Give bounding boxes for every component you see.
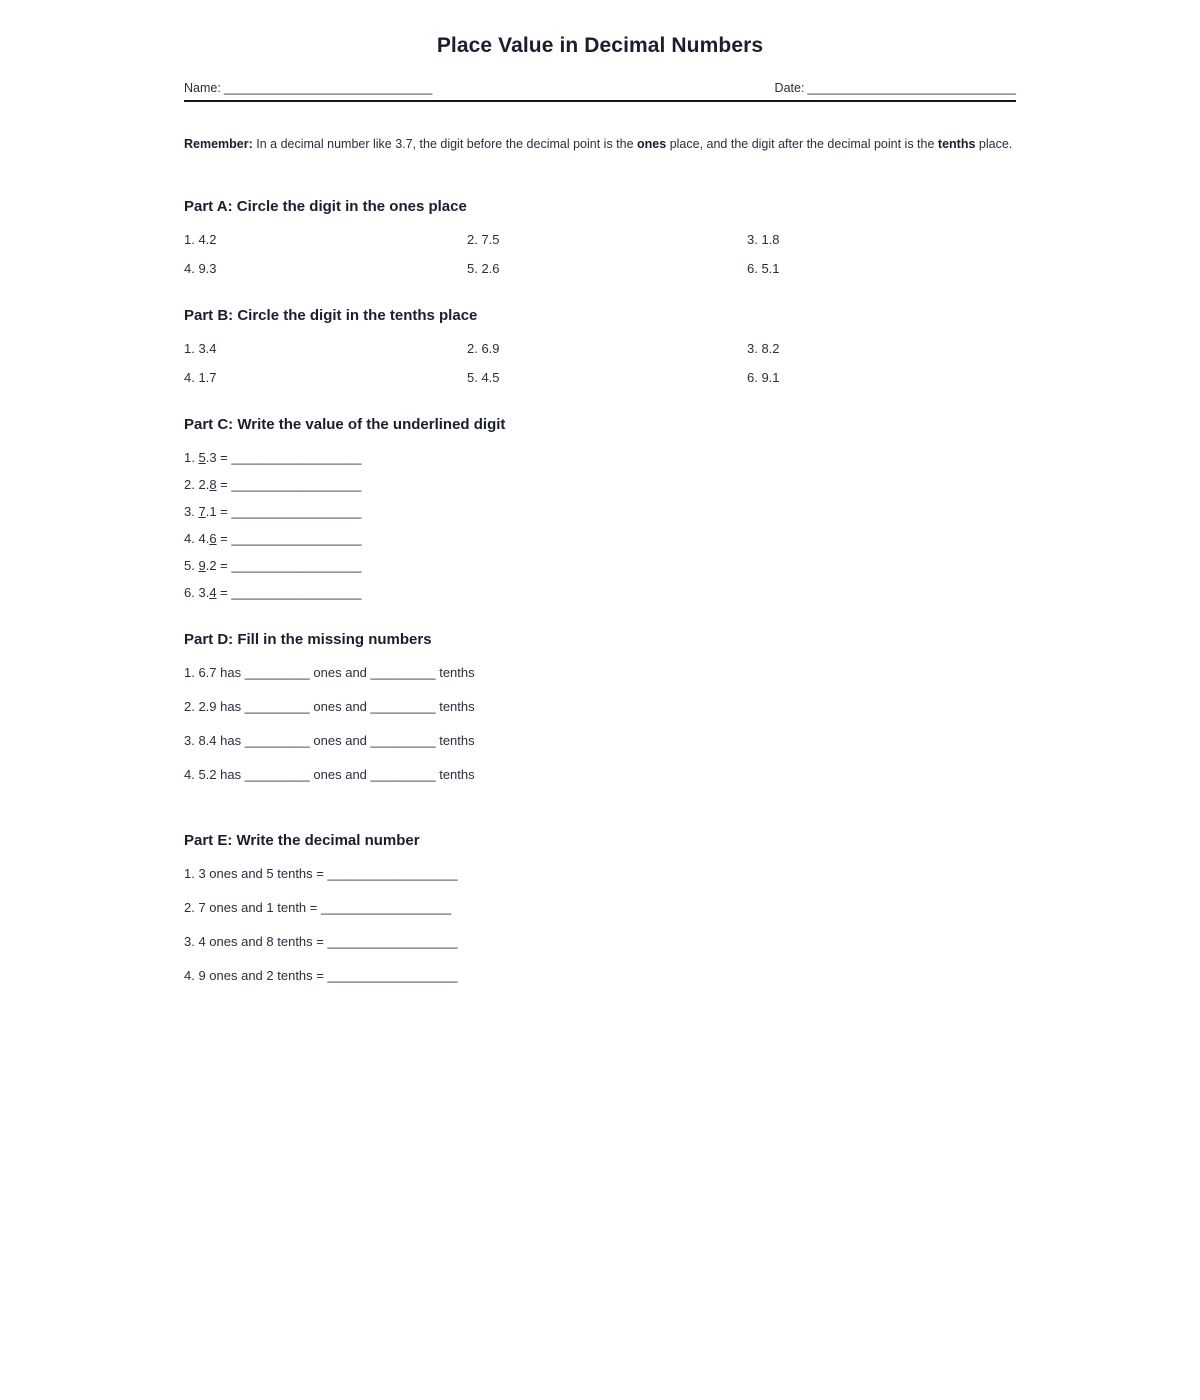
part-c-item-5-answer-blank[interactable]: __________________: [231, 557, 362, 573]
part-c-item-5: [184, 558, 1016, 573]
part-d-item-3-tail: tenths: [435, 732, 475, 748]
part-d-item-2-tail: tenths: [435, 698, 475, 714]
date-field[interactable]: [775, 81, 1016, 95]
part-d-item-1-ones-blank[interactable]: _________: [244, 664, 310, 680]
part-d-item-4-tail: tenths: [435, 766, 475, 782]
part-b-items: [184, 341, 1016, 385]
part-b-heading: Part B: Circle the digit in the tenths place: [184, 306, 478, 324]
part-c-item-5-number: 5.: [184, 557, 199, 573]
part-b-row-2: [184, 370, 1016, 385]
part-c-item-1-after: .3: [205, 449, 217, 465]
part-e-item-3-answer-blank[interactable]: __________________: [327, 933, 458, 949]
part-a-row-1: [184, 232, 1016, 247]
part-c-item-4-answer-blank[interactable]: __________________: [231, 530, 362, 546]
part-c-heading: Part C: Write the value of the underlined digit: [184, 415, 506, 433]
part-c-item-1-underlined-digit: 5: [198, 449, 206, 465]
part-d-item-3-tenths-blank[interactable]: _________: [370, 732, 436, 748]
remember-bold-tenths: tenths: [937, 137, 976, 151]
part-e-item-4: [184, 968, 1016, 983]
part-d-item-4: [184, 767, 1016, 782]
part-d-item-3-mid: ones and: [309, 732, 371, 748]
part-c-item-4-before: 4.: [198, 530, 210, 546]
part-d-item-1-tail: tenths: [435, 664, 475, 680]
part-e-item-1-lead: 1. 3 ones and 5 tenths =: [184, 865, 328, 881]
part-d-items: [184, 665, 1016, 782]
part-a-item-5[interactable]: 5. 2.6: [467, 260, 500, 276]
date-input-blank[interactable]: ______________________________: [807, 81, 1016, 95]
part-d-heading: Part D: Fill in the missing numbers: [184, 630, 432, 648]
part-a-items: [184, 232, 1016, 276]
part-c-item-3-equals: =: [216, 503, 232, 519]
part-d-item-4-mid: ones and: [309, 766, 371, 782]
part-e-item-2: [184, 900, 1016, 915]
part-d-item-3-lead: 3. 8.4 has: [184, 732, 245, 748]
part-b-item-6[interactable]: 6. 9.1: [747, 369, 780, 385]
part-a-item-3[interactable]: 3. 1.8: [747, 231, 780, 247]
part-d-item-2-ones-blank[interactable]: _________: [244, 698, 310, 714]
part-e-item-4-answer-blank[interactable]: __________________: [327, 967, 458, 983]
part-c-item-5-after: .2: [205, 557, 217, 573]
part-d-item-4-tenths-blank[interactable]: _________: [370, 766, 436, 782]
remember-text-3: place.: [975, 137, 1013, 151]
part-d-item-4-ones-blank[interactable]: _________: [244, 766, 310, 782]
part-d-item-2-lead: 2. 2.9 has: [184, 698, 245, 714]
part-c-item-3-number: 3.: [184, 503, 199, 519]
part-d-item-1-mid: ones and: [309, 664, 371, 680]
name-date-row: [184, 81, 1016, 95]
part-d-item-1-lead: 1. 6.7 has: [184, 664, 245, 680]
part-c-item-1-answer-blank[interactable]: __________________: [231, 449, 362, 465]
part-e-item-1: [184, 866, 1016, 881]
part-c-item-2-before: 2.: [198, 476, 210, 492]
part-a-row-2: [184, 261, 1016, 276]
part-c-item-3-after: .1: [205, 503, 217, 519]
part-c-item-3-answer-blank[interactable]: __________________: [231, 503, 362, 519]
date-label: Date:: [774, 81, 805, 95]
part-e-item-2-lead: 2. 7 ones and 1 tenth =: [184, 899, 321, 915]
part-d-item-3-ones-blank[interactable]: _________: [244, 732, 310, 748]
part-c-item-1-number: 1.: [184, 449, 199, 465]
part-c-item-4-equals: =: [216, 530, 232, 546]
part-c-items: [184, 450, 1016, 600]
part-c-item-2-answer-blank[interactable]: __________________: [231, 476, 362, 492]
part-c-item-1-equals: =: [216, 449, 232, 465]
part-b-item-5[interactable]: 5. 4.5: [467, 369, 500, 385]
remember-label: Remember:: [184, 137, 253, 151]
part-a-heading: Part A: Circle the digit in the ones place: [184, 197, 467, 215]
remember-note: [184, 134, 1016, 154]
part-d-item-2-mid: ones and: [309, 698, 371, 714]
part-a-item-2[interactable]: 2. 7.5: [467, 231, 500, 247]
part-a-item-4[interactable]: 4. 9.3: [184, 260, 217, 276]
part-c-item-2-equals: =: [216, 476, 232, 492]
part-c-item-6-before: 3.: [198, 584, 210, 600]
part-c-item-5-equals: =: [216, 557, 232, 573]
part-c-item-6-answer-blank[interactable]: __________________: [231, 584, 362, 600]
part-d-item-4-lead: 4. 5.2 has: [184, 766, 245, 782]
remember-text-2: place, and the digit after the decimal point is the: [666, 137, 938, 151]
name-field[interactable]: [184, 81, 432, 95]
part-b-item-2[interactable]: 2. 6.9: [467, 340, 500, 356]
part-c-item-4-number: 4.: [184, 530, 199, 546]
part-c-item-5-underlined-digit: 9: [198, 557, 206, 573]
part-c-item-3: [184, 504, 1016, 519]
part-b-row-1: [184, 341, 1016, 356]
part-e-heading: Part E: Write the decimal number: [184, 831, 420, 849]
part-d-item-1: [184, 665, 1016, 680]
part-c-item-2: [184, 477, 1016, 492]
part-c-item-6-equals: =: [216, 584, 232, 600]
part-e-item-4-lead: 4. 9 ones and 2 tenths =: [184, 967, 328, 983]
part-c-item-1: [184, 450, 1016, 465]
header-divider: [184, 100, 1016, 102]
part-b-item-1[interactable]: 1. 3.4: [184, 340, 217, 356]
part-e-item-3: [184, 934, 1016, 949]
part-c-item-6: [184, 585, 1016, 600]
part-d-item-2-tenths-blank[interactable]: _________: [370, 698, 436, 714]
remember-bold-ones: ones: [637, 137, 667, 151]
part-c-item-4: [184, 531, 1016, 546]
part-d-item-1-tenths-blank[interactable]: _________: [370, 664, 436, 680]
page-title: Place Value in Decimal Numbers: [436, 34, 764, 57]
part-a-item-1[interactable]: 1. 4.2: [184, 231, 217, 247]
part-d-item-3: [184, 733, 1016, 748]
part-b-item-4[interactable]: 4. 1.7: [184, 369, 217, 385]
part-e-item-1-answer-blank[interactable]: __________________: [327, 865, 458, 881]
part-b-item-3[interactable]: 3. 8.2: [747, 340, 780, 356]
worksheet-content: [184, 0, 1016, 1002]
part-c-item-2-number: 2.: [184, 476, 199, 492]
part-c-item-6-number: 6.: [184, 584, 199, 600]
name-input-blank[interactable]: ______________________________: [223, 81, 433, 95]
part-d-item-2: [184, 699, 1016, 714]
part-a-item-6[interactable]: 6. 5.1: [747, 260, 780, 276]
remember-text-1: In a decimal number like 3.7, the digit before the decimal point is the: [252, 137, 638, 151]
name-label: Name:: [184, 81, 221, 95]
part-c-item-6-underlined-digit: 4: [209, 584, 217, 600]
part-e-items: [184, 866, 1016, 983]
part-e-item-2-answer-blank[interactable]: __________________: [320, 899, 452, 915]
part-c-item-2-underlined-digit: 8: [209, 476, 217, 492]
part-c-item-3-underlined-digit: 7: [198, 503, 206, 519]
part-e-item-3-lead: 3. 4 ones and 8 tenths =: [184, 933, 328, 949]
part-c-item-4-underlined-digit: 6: [209, 530, 217, 546]
